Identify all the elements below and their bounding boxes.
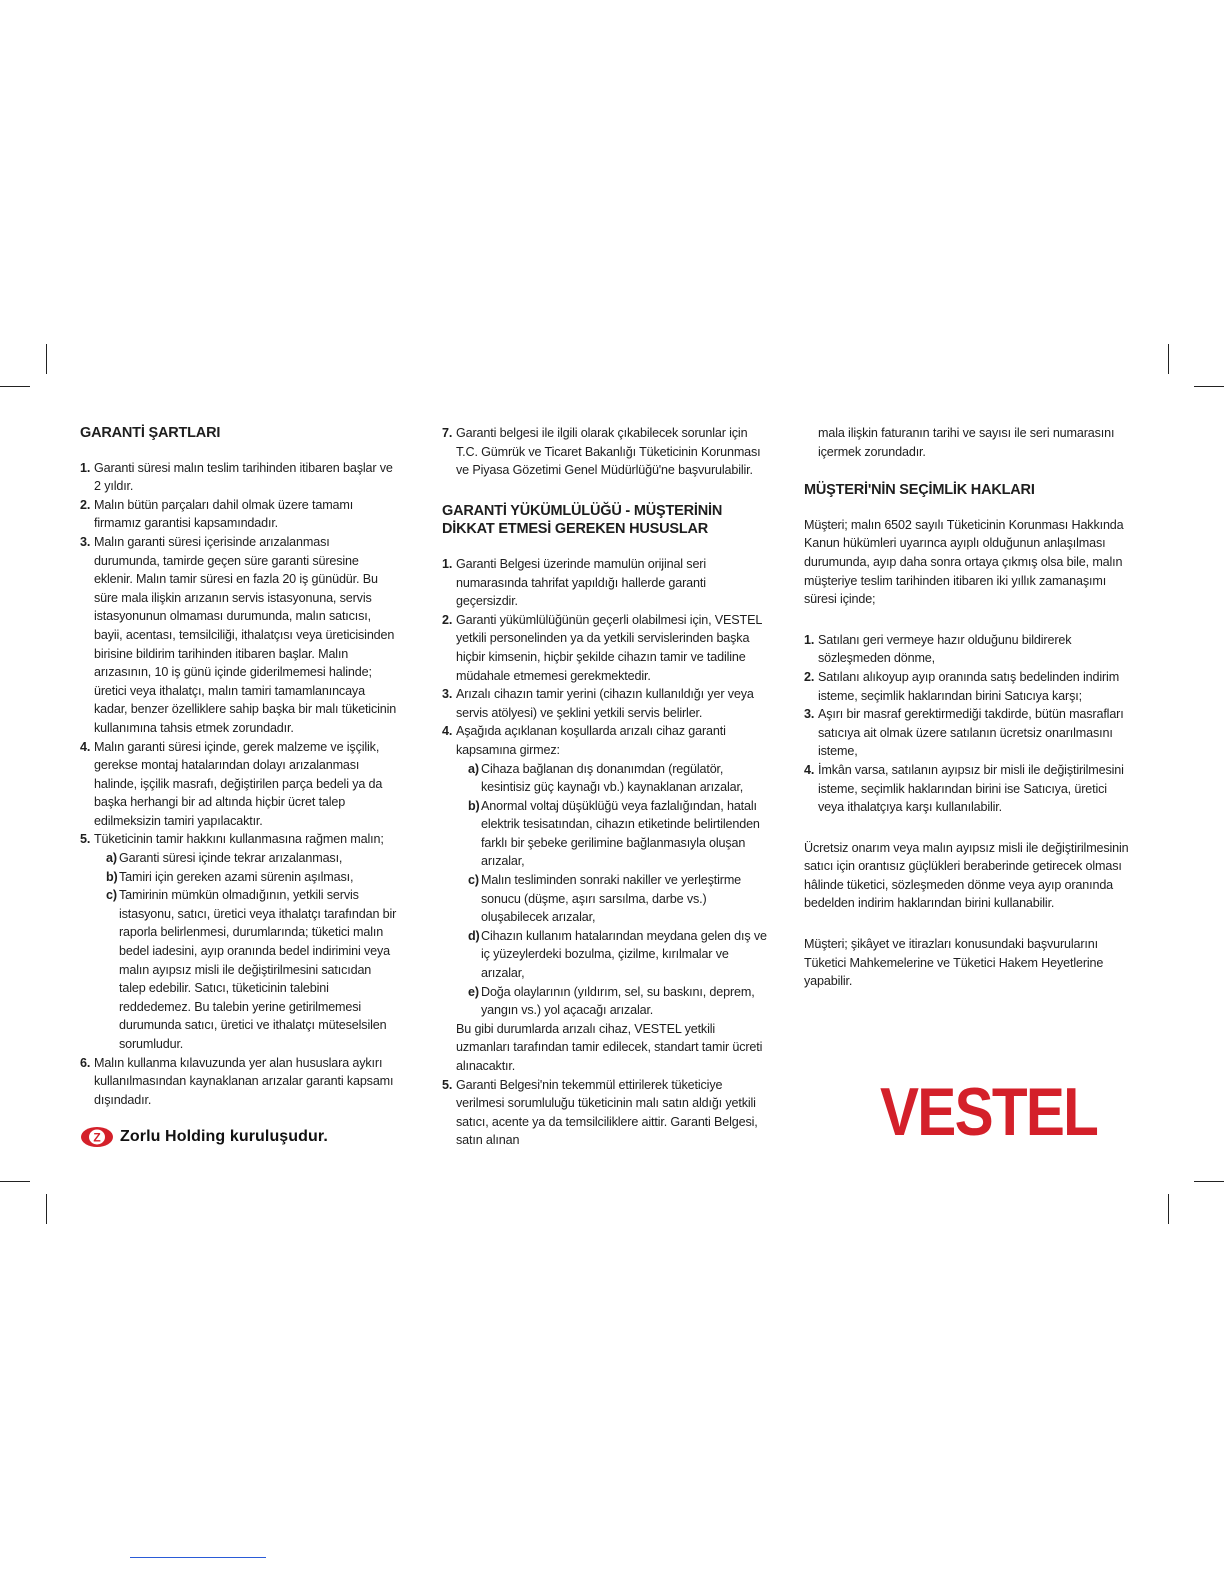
item-text: Arızalı cihazın tamir yerini (cihazın kullanıldığı yer veya servis atölyesi) ve şeklini yetkili servis belirler. xyxy=(456,687,754,720)
sub-item-text: Cihaza bağlanan dış donanımdan (regülatör, kesintisiz güç kaynağı vb.) kaynaklanan arızalar, xyxy=(481,761,744,795)
crop-mark xyxy=(46,1194,47,1224)
list-item xyxy=(442,1076,768,1150)
item-text: İmkân varsa, satılanın ayıpsız bir misli ile değiştirilmesini isteme, seçimlik haklarından birini ise Satıcıya, üretici veya ithalatçıya karşı kullanılabilir. xyxy=(818,762,1124,815)
column-warranty-obligation xyxy=(442,424,768,1154)
item-number: 5. xyxy=(442,1077,453,1092)
list-item xyxy=(804,631,1134,668)
item-number: 3. xyxy=(442,687,453,702)
zorlu-holding-text: Zorlu Holding kuruluşudur. xyxy=(120,1128,328,1145)
item-number: 4. xyxy=(442,724,453,739)
crop-mark xyxy=(0,386,30,387)
crop-mark xyxy=(1194,1181,1224,1182)
item-text: Garanti belgesi ile ilgili olarak çıkabilecek sorunlar için T.C. Gümrük ve Ticaret Bakanlığı Tüketicinin Korunması ve Piyasa Gözetimi Genel Müdürlüğü'ne başvurulabilir. xyxy=(456,426,761,478)
item-number: 4. xyxy=(804,762,815,777)
crop-mark xyxy=(1168,344,1169,374)
sub-item-letter: c) xyxy=(106,888,117,903)
item-note: Bu gibi durumlarda arızalı cihaz, VESTEL yetkili uzmanları tarafından tamir edilecek, standart tamir ücreti alınacaktır. xyxy=(456,1021,763,1073)
item-text: Malın bütün parçaları dahil olmak üzere tamamı firmamız garantisi kapsamındadır. xyxy=(94,497,354,531)
sub-item-letter: b) xyxy=(106,869,118,884)
sub-item-text: Garanti süresi içinde tekrar arızalanması, xyxy=(119,851,343,866)
sub-item xyxy=(106,886,398,1053)
sub-item-text: Anormal voltaj düşüklüğü veya fazlalığından, hatalı elektrik tesisatından, cihazın etiketinde belirtilenden farklı bir şebeke gerilimine bağlanmasıyla oluşan arızalar, xyxy=(481,798,760,869)
item-number: 4. xyxy=(80,739,91,754)
column-customer-rights xyxy=(804,424,1134,1005)
sub-item-letter: a) xyxy=(468,761,479,776)
sub-item xyxy=(106,868,398,887)
sub-item xyxy=(106,849,398,868)
continuation-text: mala ilişkin faturanın tarihi ve sayısı ile seri numarasını içermek zorundadır. xyxy=(818,426,1115,459)
list-item xyxy=(442,722,768,759)
sub-item-letter: d) xyxy=(468,928,480,943)
zorlu-logo-icon xyxy=(80,1126,114,1148)
crop-mark xyxy=(1194,386,1224,387)
list-item xyxy=(80,830,398,849)
item-text: Garanti yükümlülüğünün geçerli olabilmesi için, VESTEL yetkili personelinden ya da yetkili servislerinden başka hiçbir kimsenin, hiçbir şekilde cihazın tamir ve tadiline müdahale etmemesi gerekmektedir. xyxy=(456,612,762,683)
paragraph: Ücretsiz onarım veya malın ayıpsız misli ile değiştirilmesinin satıcı için orantısız güçlükleri beraberinde getirecek olması hâlinde tüketici, sözleşmeden dönme veya ayıp oranında bedelden indirim haklarından birini kullanabilir. xyxy=(804,840,1129,911)
item-number: 7. xyxy=(442,426,453,440)
paragraph: Müşteri; şikâyet ve itirazları konusundaki başvurularını Tüketici Mahkemelerine ve Tüketici Hakem Heyetlerine yapabilir. xyxy=(804,937,1104,989)
sub-item xyxy=(468,871,768,927)
item-text: Garanti süresi malın teslim tarihinden itibaren başlar ve 2 yıldır. xyxy=(94,460,393,494)
item-text: Malın garanti süresi içerisinde arızalanması durumunda, tamirde geçen süre garanti süresine eklenir. Malın tamir süresi en fazla 20 iş günüdür. Bu süre mala ilişkin arızanın servis istasyonuna, servis istasyonunun olmaması durumunda, malın satıcısı, bayii, acentası, temsilciliği, ithalatçısı veya üreticisinden birisine bildirim tarihinden itibaren başlar. Malın arızasının, 10 iş günü içinde giderilmemesi halinde; üretici veya ithalatçı, malın tamiri tamamlanıncaya kadar, benzer özelliklere sahip başka bir malı tüketicinin kullanımına tahsis etmek zorundadır. xyxy=(94,534,397,735)
sub-item xyxy=(468,927,768,983)
list-item xyxy=(80,533,398,738)
list-item xyxy=(442,424,768,480)
sub-item-text: Tamirinin mümkün olmadığının, yetkili servis istasyonu, satıcı, üretici veya ithalatçı tarafından bir raporla belirlenmesi, durumlarında; tüketici malın bedel iadesini, ayıp oranında bedel indirimini veya malın ayıpsız misli ile değiştirilmesini satıcıdan talep edebilir. Satıcı, tüketicinin talebini reddedemez. Bu talebin yerine getirilmemesi durumunda satıcı, üretici ve ithalatçı müteselsilen sorumludur. xyxy=(119,888,397,1051)
sub-item-letter: b) xyxy=(468,798,480,813)
sub-item-letter: a) xyxy=(106,851,117,866)
list-item xyxy=(442,611,768,685)
item-text: Garanti Belgesi üzerinde mamulün orijinal seri numarasında tahrifat yapıldığı hallerde garanti geçersizdir. xyxy=(456,556,706,609)
list-item xyxy=(80,459,398,496)
item-text: Malın garanti süresi içinde, gerek malzeme ve işçilik, gerekse montaj hatalarından dolayı arızalanması halinde, işçilik masrafı, değiştirilen parça bedeli ya da başka herhangi bir ad altında hiçbir ücret talep edilmeksizin tamiri yapılacaktır. xyxy=(94,739,383,828)
item-text: Aşağıda açıklanan koşullarda arızalı cihaz garanti kapsamına girmez: xyxy=(456,724,726,757)
obligation-list xyxy=(442,555,768,1150)
column-warranty-terms xyxy=(80,424,398,1113)
list-item xyxy=(80,738,398,831)
item-number: 1. xyxy=(804,632,815,647)
section-title: GARANTİ YÜKÜMLÜLÜĞÜ - MÜŞTERİNİN DİKKAT ETMESİ GEREKEN HUSUSLAR xyxy=(442,502,723,538)
sub-item-text: Malın tesliminden sonraki nakiller ve yerleştirme sonucu (düşme, aşırı sarsılma, darbe vs.) oluşabilecek arızalar, xyxy=(481,873,742,925)
item-number: 2. xyxy=(804,669,815,684)
sub-item-letter: c) xyxy=(468,873,479,888)
list-item xyxy=(804,705,1134,761)
section-title: MÜŞTERİ'NİN SEÇİMLİK HAKLARI xyxy=(804,482,1035,499)
section-title: GARANTİ ŞARTLARI xyxy=(80,425,221,441)
sub-item xyxy=(468,983,768,1020)
item-number: 3. xyxy=(804,707,815,722)
vestel-logo xyxy=(880,1074,1130,1150)
zorlu-holding-footer xyxy=(80,1126,328,1148)
sub-item xyxy=(468,760,768,797)
list-item xyxy=(442,555,768,611)
item-text: Satılanı geri vermeye hazır olduğunu bildirerek sözleşmeden dönme, xyxy=(818,632,1072,666)
item-text: Satılanı alıkoyup ayıp oranında satış bedelinden indirim isteme, seçimlik haklarından birini Satıcıya karşı; xyxy=(818,669,1120,703)
item-text: Malın kullanma kılavuzunda yer alan hususlara aykırı kullanılmasından kaynaklanan arızalar garanti kapsamı dışındadır. xyxy=(94,1055,394,1107)
sub-item-text: Doğa olaylarının (yıldırım, sel, su baskını, deprem, yangın vs.) yol açacağı arızalar. xyxy=(481,984,755,1018)
sub-item-text: Tamiri için gereken azami sürenin aşılması, xyxy=(119,869,354,884)
item-number: 2. xyxy=(80,497,91,512)
sub-item-text: Cihazın kullanım hatalarından meydana gelen dış ve iç yüzeylerdeki bozulma, çizilme, kırılmalar ve arızalar, xyxy=(481,928,767,981)
item-number: 5. xyxy=(80,832,91,847)
crop-mark xyxy=(1168,1194,1169,1224)
sub-item-letter: e) xyxy=(468,984,479,999)
crop-mark xyxy=(0,1181,30,1182)
list-item xyxy=(442,685,768,722)
item-text: Aşırı bir masraf gerektirmediği takdirde, bütün masrafları satıcıya ait olmak üzere satılanın ücretsiz onarılmasını isteme, xyxy=(818,707,1124,759)
intro-paragraph: Müşteri; malın 6502 sayılı Tüketicinin Korunması Hakkında Kanun hükümleri uyarınca ayıplı olduğunun anlaşılması durumunda, ayıp daha sonra ortaya çıkmış olsa bile, malın müşteriye teslim tarihinden itibaren iki yıllık zamanaşımı süresi içinde; xyxy=(804,517,1124,607)
item-text: Tüketicinin tamir hakkını kullanmasına rağmen malın; xyxy=(94,832,384,847)
item-number: 6. xyxy=(80,1055,91,1070)
crop-mark xyxy=(46,344,47,374)
vestel-brand-text: VESTEL xyxy=(880,1074,1098,1150)
item-number: 2. xyxy=(442,612,453,627)
sub-item xyxy=(468,797,768,871)
list-item xyxy=(804,668,1134,705)
footer-underline xyxy=(130,1557,266,1558)
item-number: 1. xyxy=(80,460,91,475)
rights-list xyxy=(804,631,1134,817)
item-text: Garanti Belgesi'nin tekemmül ettirilerek tüketiciye verilmesi sorumluluğu tüketicinin malı satın aldığı yetkili satıcı, acente ya da temsilciliklere aittir. Garanti Belgesi, satın alınan xyxy=(456,1077,758,1148)
list-item xyxy=(80,496,398,533)
list-item xyxy=(804,761,1134,817)
item-number: 3. xyxy=(80,534,91,549)
warranty-terms-list xyxy=(80,459,398,1110)
list-item xyxy=(80,1054,398,1110)
item-number: 1. xyxy=(442,556,453,571)
zorlu-logo-letter: Z xyxy=(93,1130,101,1145)
